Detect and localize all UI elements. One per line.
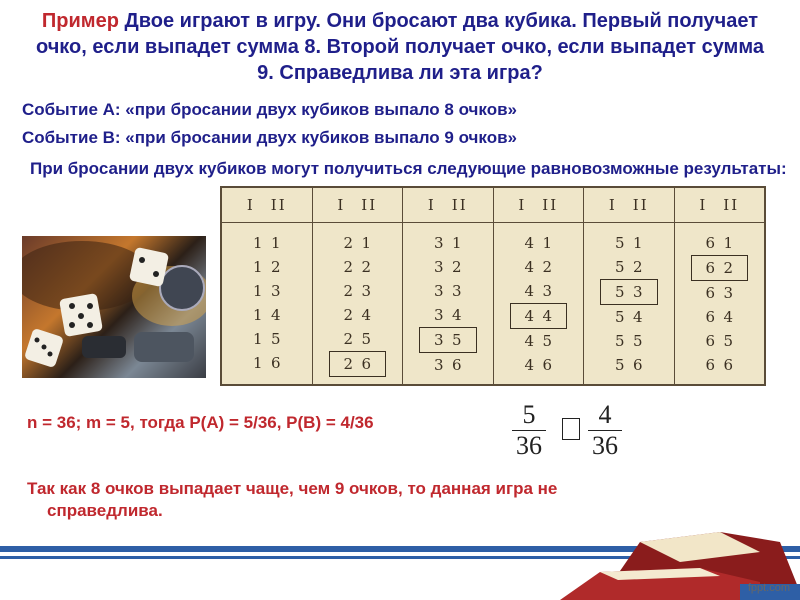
outcome-pair xyxy=(691,353,749,377)
title-text: Двое играют в игру. Они бросают два кубика. Первый получает очко, если выпадет сумма 8. Второй получает очко, если выпадет сумма 9. Справедлива ли эта игра? xyxy=(35,10,765,84)
intro-text: При бросании двух кубиков могут получиться следующие равновозможные результаты: xyxy=(30,159,787,178)
die-1-value: 3 xyxy=(433,282,444,300)
die-2-value: 5 xyxy=(270,330,281,348)
outcome-pair xyxy=(329,327,387,351)
header-die-2: II xyxy=(542,196,559,214)
die-2-value: 3 xyxy=(270,282,281,300)
outcome-column xyxy=(494,188,585,384)
fraction-b-num: 4 xyxy=(588,400,622,431)
die-1-value: 4 xyxy=(524,356,535,374)
event-a: Событие А: «при бросании двух кубиков выпало 8 очков» xyxy=(22,100,518,119)
outcome-pair xyxy=(691,231,749,255)
die-1-value: 2 xyxy=(343,355,354,373)
header-die-2: II xyxy=(361,196,378,214)
die-1-value: 2 xyxy=(343,258,354,276)
outcome-pair xyxy=(238,231,296,255)
die-1-value: 4 xyxy=(524,307,535,325)
watermark: fppt.com xyxy=(747,582,790,594)
column-header xyxy=(222,188,312,223)
die-1-value: 2 xyxy=(343,306,354,324)
outcome-pair xyxy=(419,279,477,303)
outcome-pair xyxy=(600,255,658,279)
probability-formula: n = 36; m = 5, тогда P(A) = 5/36, P(B) = 4/36 xyxy=(27,413,374,432)
die-2-value: 3 xyxy=(542,282,553,300)
outcome-column xyxy=(675,188,765,384)
header-die-1: I xyxy=(427,196,436,214)
die-1-value: 4 xyxy=(524,234,535,252)
die-1-value: 2 xyxy=(343,282,354,300)
die-2-value: 3 xyxy=(723,284,734,302)
outcome-pair xyxy=(419,353,477,377)
die-2-value: 4 xyxy=(542,307,553,325)
die-2-value: 6 xyxy=(451,356,462,374)
outcome-pair xyxy=(238,327,296,351)
die-1-value: 5 xyxy=(614,332,625,350)
die-2-value: 1 xyxy=(451,234,462,252)
conclusion-line2: справедлива. xyxy=(47,501,163,520)
header-die-2: II xyxy=(451,196,468,214)
die-2-value: 1 xyxy=(361,234,372,252)
column-header xyxy=(403,188,493,223)
fraction-b-den: 36 xyxy=(592,431,618,460)
die-2-value: 4 xyxy=(632,308,643,326)
fraction-b xyxy=(588,400,622,461)
outcome-pair xyxy=(329,231,387,255)
outcome-pair xyxy=(691,305,749,329)
header-die-2: II xyxy=(723,196,740,214)
header-die-2: II xyxy=(270,196,287,214)
outcome-pair xyxy=(691,329,749,353)
die-1-value: 1 xyxy=(252,306,263,324)
outcome-pair xyxy=(600,329,658,353)
outcome-pair-highlighted xyxy=(600,279,658,305)
die-2-value: 6 xyxy=(723,356,734,374)
die-1-value: 6 xyxy=(705,284,716,302)
outcome-column xyxy=(313,188,404,384)
die-2-value: 2 xyxy=(542,258,553,276)
die-2-value: 2 xyxy=(361,258,372,276)
die-2-value: 1 xyxy=(632,234,643,252)
die-1-value: 5 xyxy=(614,258,625,276)
die-1-value: 1 xyxy=(252,282,263,300)
die-1-value: 4 xyxy=(524,332,535,350)
outcome-pair xyxy=(329,255,387,279)
outcome-pair xyxy=(600,353,658,377)
die-2-value: 2 xyxy=(451,258,462,276)
outcome-pair xyxy=(419,255,477,279)
die-2-value: 6 xyxy=(270,354,281,372)
die-1-value: 3 xyxy=(433,356,444,374)
outcome-pair xyxy=(600,231,658,255)
die-1-value: 3 xyxy=(433,258,444,276)
outcome-pair xyxy=(510,353,568,377)
die-2-value: 3 xyxy=(361,282,372,300)
die-2-value: 5 xyxy=(542,332,553,350)
die-1-value: 1 xyxy=(252,330,263,348)
die-2-value: 2 xyxy=(632,258,643,276)
die-2-value: 6 xyxy=(361,355,372,373)
outcome-pair xyxy=(691,281,749,305)
die-2-value: 3 xyxy=(451,282,462,300)
column-header xyxy=(584,188,674,223)
outcome-pair xyxy=(419,303,477,327)
header-die-2: II xyxy=(632,196,649,214)
die-1-value: 3 xyxy=(433,306,444,324)
outcome-pair-highlighted xyxy=(419,327,477,353)
outcome-column xyxy=(584,188,675,384)
die-2-value: 5 xyxy=(361,330,372,348)
comparison-symbol xyxy=(562,418,580,440)
die-2-value: 6 xyxy=(542,356,553,374)
die-2-value: 1 xyxy=(270,234,281,252)
outcome-pair xyxy=(419,231,477,255)
die-2-value: 4 xyxy=(270,306,281,324)
die-1-value: 6 xyxy=(705,308,716,326)
bottom-decoration xyxy=(0,532,800,600)
header-die-1: I xyxy=(337,196,346,214)
die-2-value: 5 xyxy=(723,332,734,350)
die-1-value: 6 xyxy=(705,259,716,277)
outcome-pair xyxy=(600,305,658,329)
dice-photo xyxy=(22,236,206,378)
fraction-a-den: 36 xyxy=(516,431,542,460)
fraction-a-num: 5 xyxy=(512,400,546,431)
column-header xyxy=(494,188,584,223)
outcome-pair xyxy=(238,303,296,327)
outcome-pair-highlighted xyxy=(329,351,387,377)
die-1-value: 6 xyxy=(705,356,716,374)
conclusion-line1: Так как 8 очков выпадает чаще, чем 9 очков, то данная игра не xyxy=(27,479,558,498)
die-1-value: 1 xyxy=(252,234,263,252)
die-1-value: 6 xyxy=(705,332,716,350)
header-die-1: I xyxy=(246,196,255,214)
dice-illustration xyxy=(22,236,206,378)
die-1-value: 3 xyxy=(433,234,444,252)
die-1-value: 1 xyxy=(252,258,263,276)
die-1-value: 5 xyxy=(614,283,625,301)
die-2-value: 5 xyxy=(451,331,462,349)
header-die-1: I xyxy=(608,196,617,214)
die-1-value: 5 xyxy=(614,356,625,374)
outcome-pair xyxy=(329,303,387,327)
die-2-value: 6 xyxy=(632,356,643,374)
outcome-column xyxy=(403,188,494,384)
die-1-value: 1 xyxy=(252,354,263,372)
die-2-value: 1 xyxy=(542,234,553,252)
outcome-pair-highlighted xyxy=(510,303,568,329)
column-header xyxy=(313,188,403,223)
outcome-pair xyxy=(510,255,568,279)
outcome-pair xyxy=(510,231,568,255)
die-1-value: 5 xyxy=(614,308,625,326)
event-b: Событие В: «при бросании двух кубиков выпало 9 очков» xyxy=(22,128,518,147)
outcome-pair xyxy=(329,279,387,303)
die-1-value: 6 xyxy=(705,234,716,252)
die-2-value: 4 xyxy=(361,306,372,324)
outcome-pair xyxy=(238,279,296,303)
die-2-value: 2 xyxy=(270,258,281,276)
die-1-value: 2 xyxy=(343,330,354,348)
outcomes-table xyxy=(220,186,766,386)
header-die-1: I xyxy=(518,196,527,214)
die-2-value: 4 xyxy=(451,306,462,324)
outcome-pair xyxy=(238,255,296,279)
conclusion xyxy=(27,478,737,522)
outcome-column xyxy=(222,188,313,384)
die-1-value: 4 xyxy=(524,258,535,276)
die-1-value: 4 xyxy=(524,282,535,300)
die-2-value: 5 xyxy=(632,332,643,350)
title-lead: Пример xyxy=(41,10,119,32)
die-2-value: 2 xyxy=(723,259,734,277)
outcome-pair xyxy=(510,279,568,303)
die-2-value: 3 xyxy=(632,283,643,301)
books-icon xyxy=(0,532,800,600)
outcome-pair xyxy=(510,329,568,353)
die-1-value: 5 xyxy=(614,234,625,252)
outcome-pair-highlighted xyxy=(691,255,749,281)
die-1-value: 3 xyxy=(433,331,444,349)
die-2-value: 4 xyxy=(723,308,734,326)
outcome-pair xyxy=(238,351,296,375)
column-header xyxy=(675,188,765,223)
fraction-a xyxy=(512,400,546,461)
die-2-value: 1 xyxy=(723,234,734,252)
die-1-value: 2 xyxy=(343,234,354,252)
slide-title xyxy=(30,8,770,86)
header-die-1: I xyxy=(699,196,708,214)
